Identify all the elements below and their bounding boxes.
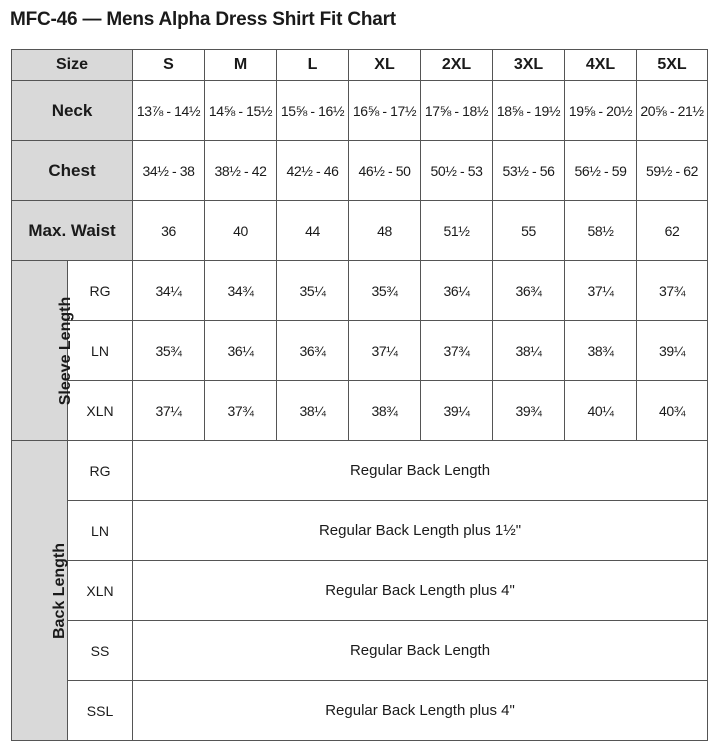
table-cell: 62	[637, 201, 708, 261]
sleeve-length-group-header	[12, 261, 75, 441]
table-cell: 40	[205, 201, 277, 261]
table-cell: 17⅝ - 18½	[421, 81, 493, 141]
table-cell: 36¼	[205, 321, 277, 381]
sub-row-label: XLN	[68, 381, 133, 441]
table-cell: 42½ - 46	[277, 141, 349, 201]
size-header: Size	[12, 50, 133, 81]
back-length-value: Regular Back Length plus 4"	[133, 561, 708, 621]
table-cell: 53½ - 56	[493, 141, 565, 201]
back-row-xln	[12, 561, 708, 621]
table-cell: 18⅝ - 19½	[493, 81, 565, 141]
page-title: MFC-46 — Mens Alpha Dress Shirt Fit Chart	[10, 9, 396, 30]
back-length-value: Regular Back Length	[133, 441, 708, 501]
size-col-header: 3XL	[493, 50, 565, 81]
size-col-header: XL	[349, 50, 421, 81]
back-length-label: Back Length	[51, 542, 69, 639]
table-cell: 36¾	[493, 261, 565, 321]
table-cell: 56½ - 59	[565, 141, 637, 201]
fit-chart-table	[11, 49, 708, 741]
back-length-group-header	[12, 441, 68, 741]
table-cell: 37¾	[205, 381, 277, 441]
back-row-ss	[12, 621, 708, 681]
table-cell: 44	[277, 201, 349, 261]
sub-row-label: RG	[68, 261, 133, 321]
back-length-value: Regular Back Length	[133, 621, 708, 681]
waist-row	[12, 201, 708, 261]
table-cell: 15⅝ - 16½	[277, 81, 349, 141]
table-cell: 35¼	[277, 261, 349, 321]
table-cell: 37¾	[637, 261, 708, 321]
table-cell: 38½ - 42	[205, 141, 277, 201]
table-cell: 35¾	[133, 321, 205, 381]
sleeve-row-xln	[12, 381, 708, 441]
size-col-header: L	[277, 50, 349, 81]
size-col-header: M	[205, 50, 277, 81]
sleeve-row-rg	[12, 261, 708, 321]
table-cell: 36¼	[421, 261, 493, 321]
table-cell: 34¾	[205, 261, 277, 321]
table-cell: 58½	[565, 201, 637, 261]
row-header-chest: Chest	[12, 141, 133, 201]
table-cell: 13⅞ - 14½	[133, 81, 205, 141]
table-cell: 16⅝ - 17½	[349, 81, 421, 141]
table-cell: 46½ - 50	[349, 141, 421, 201]
table-cell: 14⅝ - 15½	[205, 81, 277, 141]
table-cell: 36¾	[277, 321, 349, 381]
table-cell: 38¼	[277, 381, 349, 441]
table-cell: 35¾	[349, 261, 421, 321]
table-cell: 39¼	[421, 381, 493, 441]
row-header-neck: Neck	[12, 81, 133, 141]
table-cell: 40¼	[565, 381, 637, 441]
table-cell: 59½ - 62	[637, 141, 708, 201]
back-row-ssl	[12, 681, 708, 741]
table-cell: 39¾	[493, 381, 565, 441]
sub-row-label: XLN	[68, 561, 133, 621]
size-col-header: S	[133, 50, 205, 81]
table-cell: 51½	[421, 201, 493, 261]
size-col-header: 5XL	[637, 50, 708, 81]
table-cell: 38¼	[493, 321, 565, 381]
table-cell: 37¼	[565, 261, 637, 321]
back-row-rg	[12, 441, 708, 501]
back-length-value: Regular Back Length plus 4"	[133, 681, 708, 741]
table-cell: 37¾	[421, 321, 493, 381]
table-cell: 38¾	[565, 321, 637, 381]
sub-row-label: SSL	[68, 681, 133, 741]
table-cell: 19⅝ - 20½	[565, 81, 637, 141]
sub-row-label: LN	[68, 321, 133, 381]
table-cell: 36	[133, 201, 205, 261]
table-cell: 20⅝ - 21½	[637, 81, 708, 141]
neck-row	[12, 81, 708, 141]
table-cell: 40¾	[637, 381, 708, 441]
chest-row	[12, 141, 708, 201]
sleeve-length-label: Sleeve Length	[57, 296, 75, 405]
table-cell: 48	[349, 201, 421, 261]
table-cell: 38¾	[349, 381, 421, 441]
back-length-value: Regular Back Length plus 1½"	[133, 501, 708, 561]
size-col-header: 4XL	[565, 50, 637, 81]
table-cell: 39¼	[637, 321, 708, 381]
size-header-row	[12, 50, 708, 81]
back-row-ln	[12, 501, 708, 561]
table-cell: 34¼	[133, 261, 205, 321]
row-header-waist: Max. Waist	[12, 201, 133, 261]
sleeve-row-ln	[12, 321, 708, 381]
sub-row-label: RG	[68, 441, 133, 501]
sub-row-label: LN	[68, 501, 133, 561]
table-cell: 55	[493, 201, 565, 261]
table-cell: 50½ - 53	[421, 141, 493, 201]
table-cell: 37¼	[349, 321, 421, 381]
table-cell: 34½ - 38	[133, 141, 205, 201]
size-col-header: 2XL	[421, 50, 493, 81]
table-cell: 37¼	[133, 381, 205, 441]
sub-row-label: SS	[68, 621, 133, 681]
